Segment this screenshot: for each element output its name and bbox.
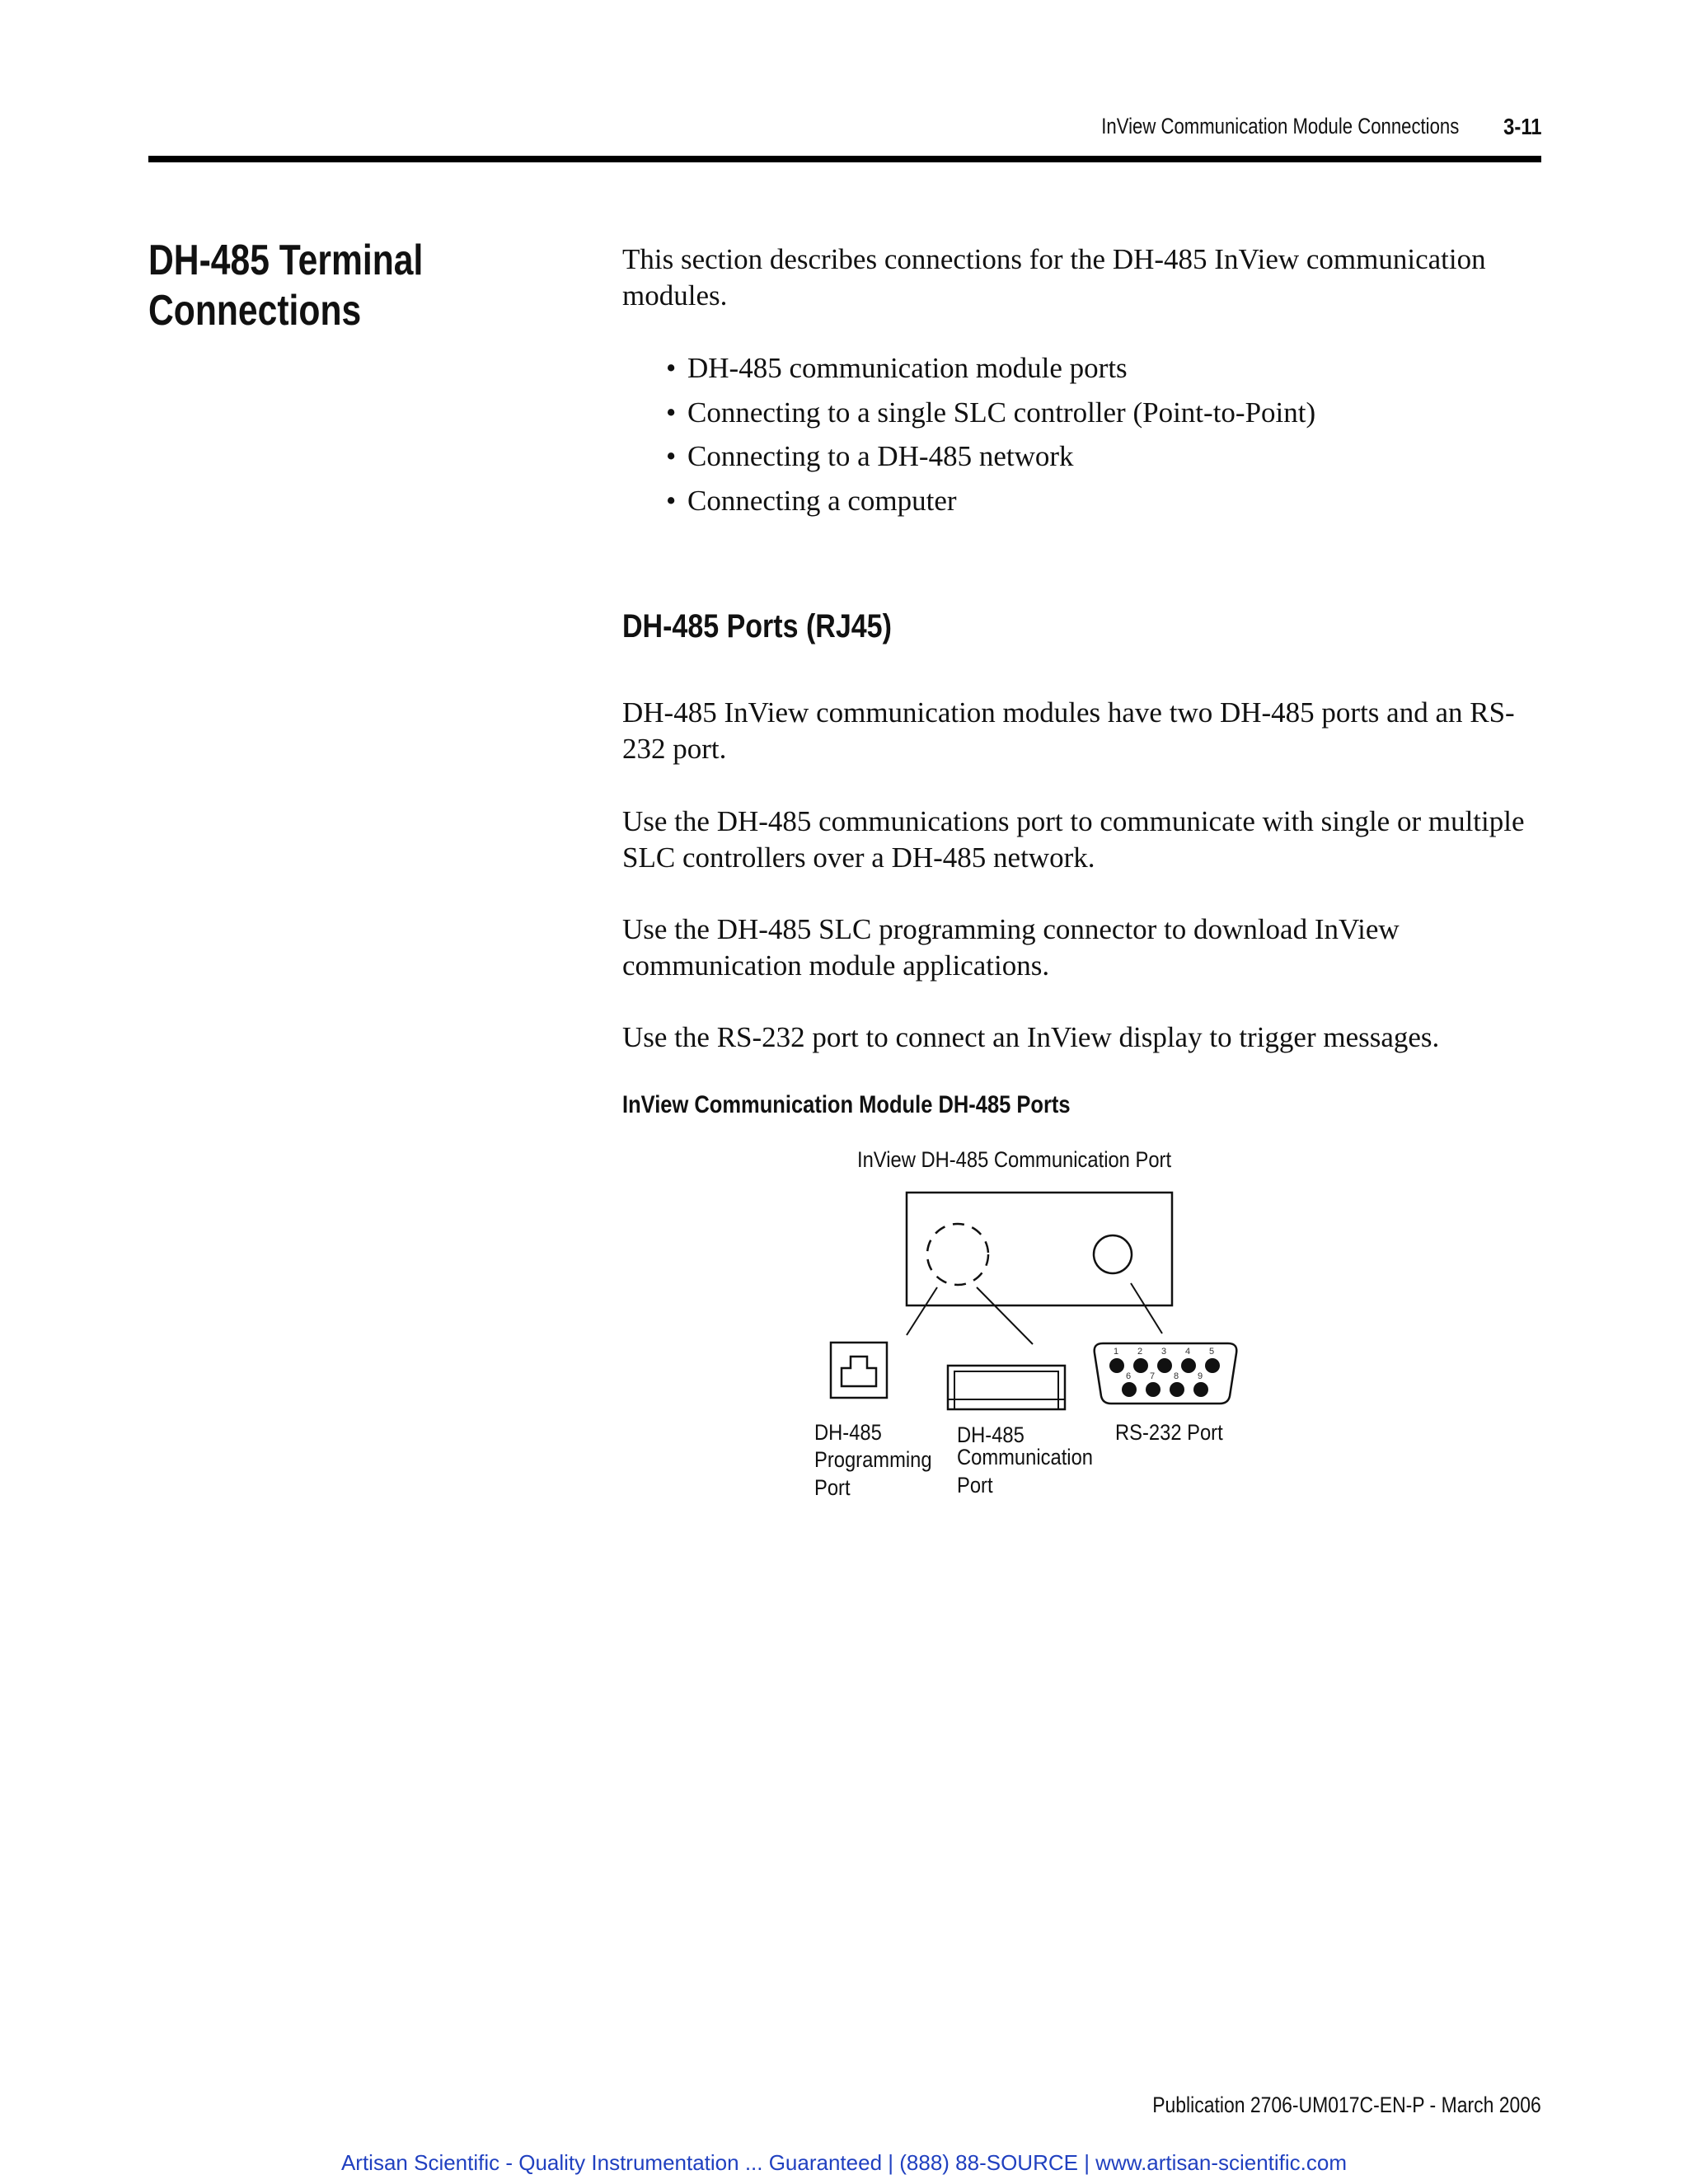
leader-line (977, 1287, 1033, 1344)
rj45-port-icon (831, 1343, 887, 1398)
communication-connector-icon (948, 1366, 1065, 1409)
module-body (907, 1193, 1172, 1305)
programming-port-label: DH-485 (814, 1420, 882, 1446)
communication-port-label: DH-485 (957, 1422, 1025, 1448)
body-paragraph: DH-485 InView communication modules have two DH-485 ports and an RS-232 port. (622, 696, 1515, 765)
header-rule (148, 156, 1541, 162)
publication-footer: Publication 2706-UM017C-EN-P - March 2006 (1152, 2093, 1541, 2117)
pin-label: 6 (1126, 1371, 1132, 1381)
rs232-port-label: RS-232 Port (1115, 1420, 1223, 1446)
pin-label: 3 (1161, 1347, 1167, 1357)
communication-port-label: Port (957, 1473, 993, 1498)
communication-port-location-icon (927, 1224, 988, 1285)
pin-label: 9 (1198, 1371, 1203, 1381)
leader-line (1131, 1283, 1162, 1333)
promo-footer: Artisan Scientific - Quality Instrumentation ... Guaranteed | (888) 88-SOURCE | www.artisan-scientific.com (340, 2150, 1348, 2175)
pin-label: 8 (1174, 1371, 1179, 1381)
programming-port-label: Programming (814, 1447, 932, 1473)
list-item: • Connecting a computer (666, 479, 1540, 523)
pin-label: 2 (1137, 1347, 1143, 1357)
leader-line (907, 1287, 937, 1335)
db9-connector-icon (1095, 1343, 1237, 1404)
rs232-port-location-icon (1094, 1235, 1132, 1273)
pin-label: 4 (1185, 1347, 1191, 1357)
running-header (148, 114, 1541, 147)
programming-port-label: Port (814, 1475, 851, 1501)
list-item: • DH-485 communication module ports (666, 346, 1540, 391)
running-header-title: InView Communication Module Connections (1100, 114, 1459, 138)
list-item: • Connecting to a DH-485 network (666, 434, 1540, 479)
figure-caption: InView Communication Module DH-485 Ports (622, 1091, 1071, 1118)
communication-port-label: Communication (957, 1445, 1094, 1470)
list-item: • Connecting to a single SLC controller (Point-to-Point) (666, 391, 1540, 435)
subsection-title: DH-485 Ports (RJ45) (622, 608, 892, 644)
figure-top-label: InView DH-485 Communication Port (857, 1147, 1172, 1173)
pin-label: 7 (1150, 1371, 1156, 1381)
body-paragraph: Use the DH-485 communications port to communicate with single or multiple SLC controllers over a DH-485 network. (622, 805, 1525, 874)
pin-label: 1 (1114, 1347, 1119, 1357)
body-paragraph: Use the DH-485 SLC programming connector to download InView communication module applications. (622, 913, 1400, 982)
page-number: 3-11 (1503, 114, 1541, 139)
intro-paragraph: This section describes connections for the DH-485 InView communication modules. (622, 243, 1486, 312)
body-paragraph: Use the RS-232 port to connect an InView display to trigger messages. (622, 1021, 1440, 1053)
pin-label: 5 (1209, 1347, 1215, 1357)
topic-list (666, 346, 1540, 523)
section-title: DH-485 Terminal Connections (148, 237, 424, 335)
